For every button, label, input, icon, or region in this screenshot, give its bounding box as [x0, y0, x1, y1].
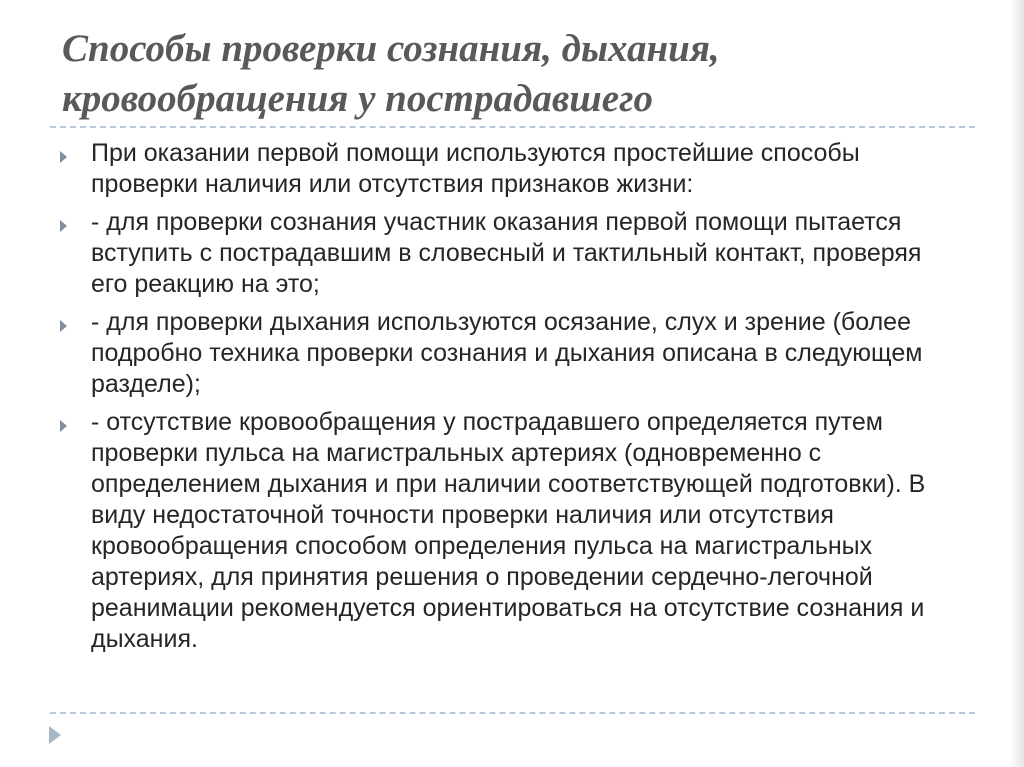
next-slide-icon[interactable] — [49, 726, 61, 744]
bullet-item — [58, 307, 938, 400]
footer-divider — [50, 712, 975, 714]
triangle-right-icon — [60, 320, 67, 332]
bullet-text: - для проверки дыхания используются осязание, слух и зрение (более подробно техника проверки сознания и дыхания описана в следующем разделе); — [91, 308, 923, 398]
bullet-item — [58, 138, 938, 200]
bullet-item — [58, 407, 938, 655]
triangle-right-icon — [60, 151, 67, 163]
title-divider — [50, 126, 975, 128]
bullet-text: При оказании первой помощи используются простейшие способы проверки наличия или отсутствия признаков жизни: — [91, 139, 860, 198]
bullet-list — [58, 138, 938, 662]
triangle-right-icon — [60, 420, 67, 432]
bullet-text: - для проверки сознания участник оказания первой помощи пытается вступить с пострадавшим в словесный и тактильный контакт, проверяя его реакцию на это; — [91, 208, 922, 298]
bullet-item — [58, 207, 938, 300]
slide-title: Способы проверки сознания, дыхания, кровообращения у пострадавшего — [62, 27, 720, 120]
slide-edge-shadow — [1010, 0, 1024, 767]
bullet-text: - отсутствие кровообращения у пострадавшего определяется путем проверки пульса на магистральных артериях (одновременно с определением дыхания и при наличии соответствующей подготовки). В виду недостаточной точности проверки наличия или отсутствия кровообращения способом определения пульса на магистральных артериях, для принятия решения о проведении сердечно-легочной реанимации рекомендуется ориентироваться на отсутствие сознания и дыхания. — [91, 408, 926, 653]
triangle-right-icon — [60, 220, 67, 232]
